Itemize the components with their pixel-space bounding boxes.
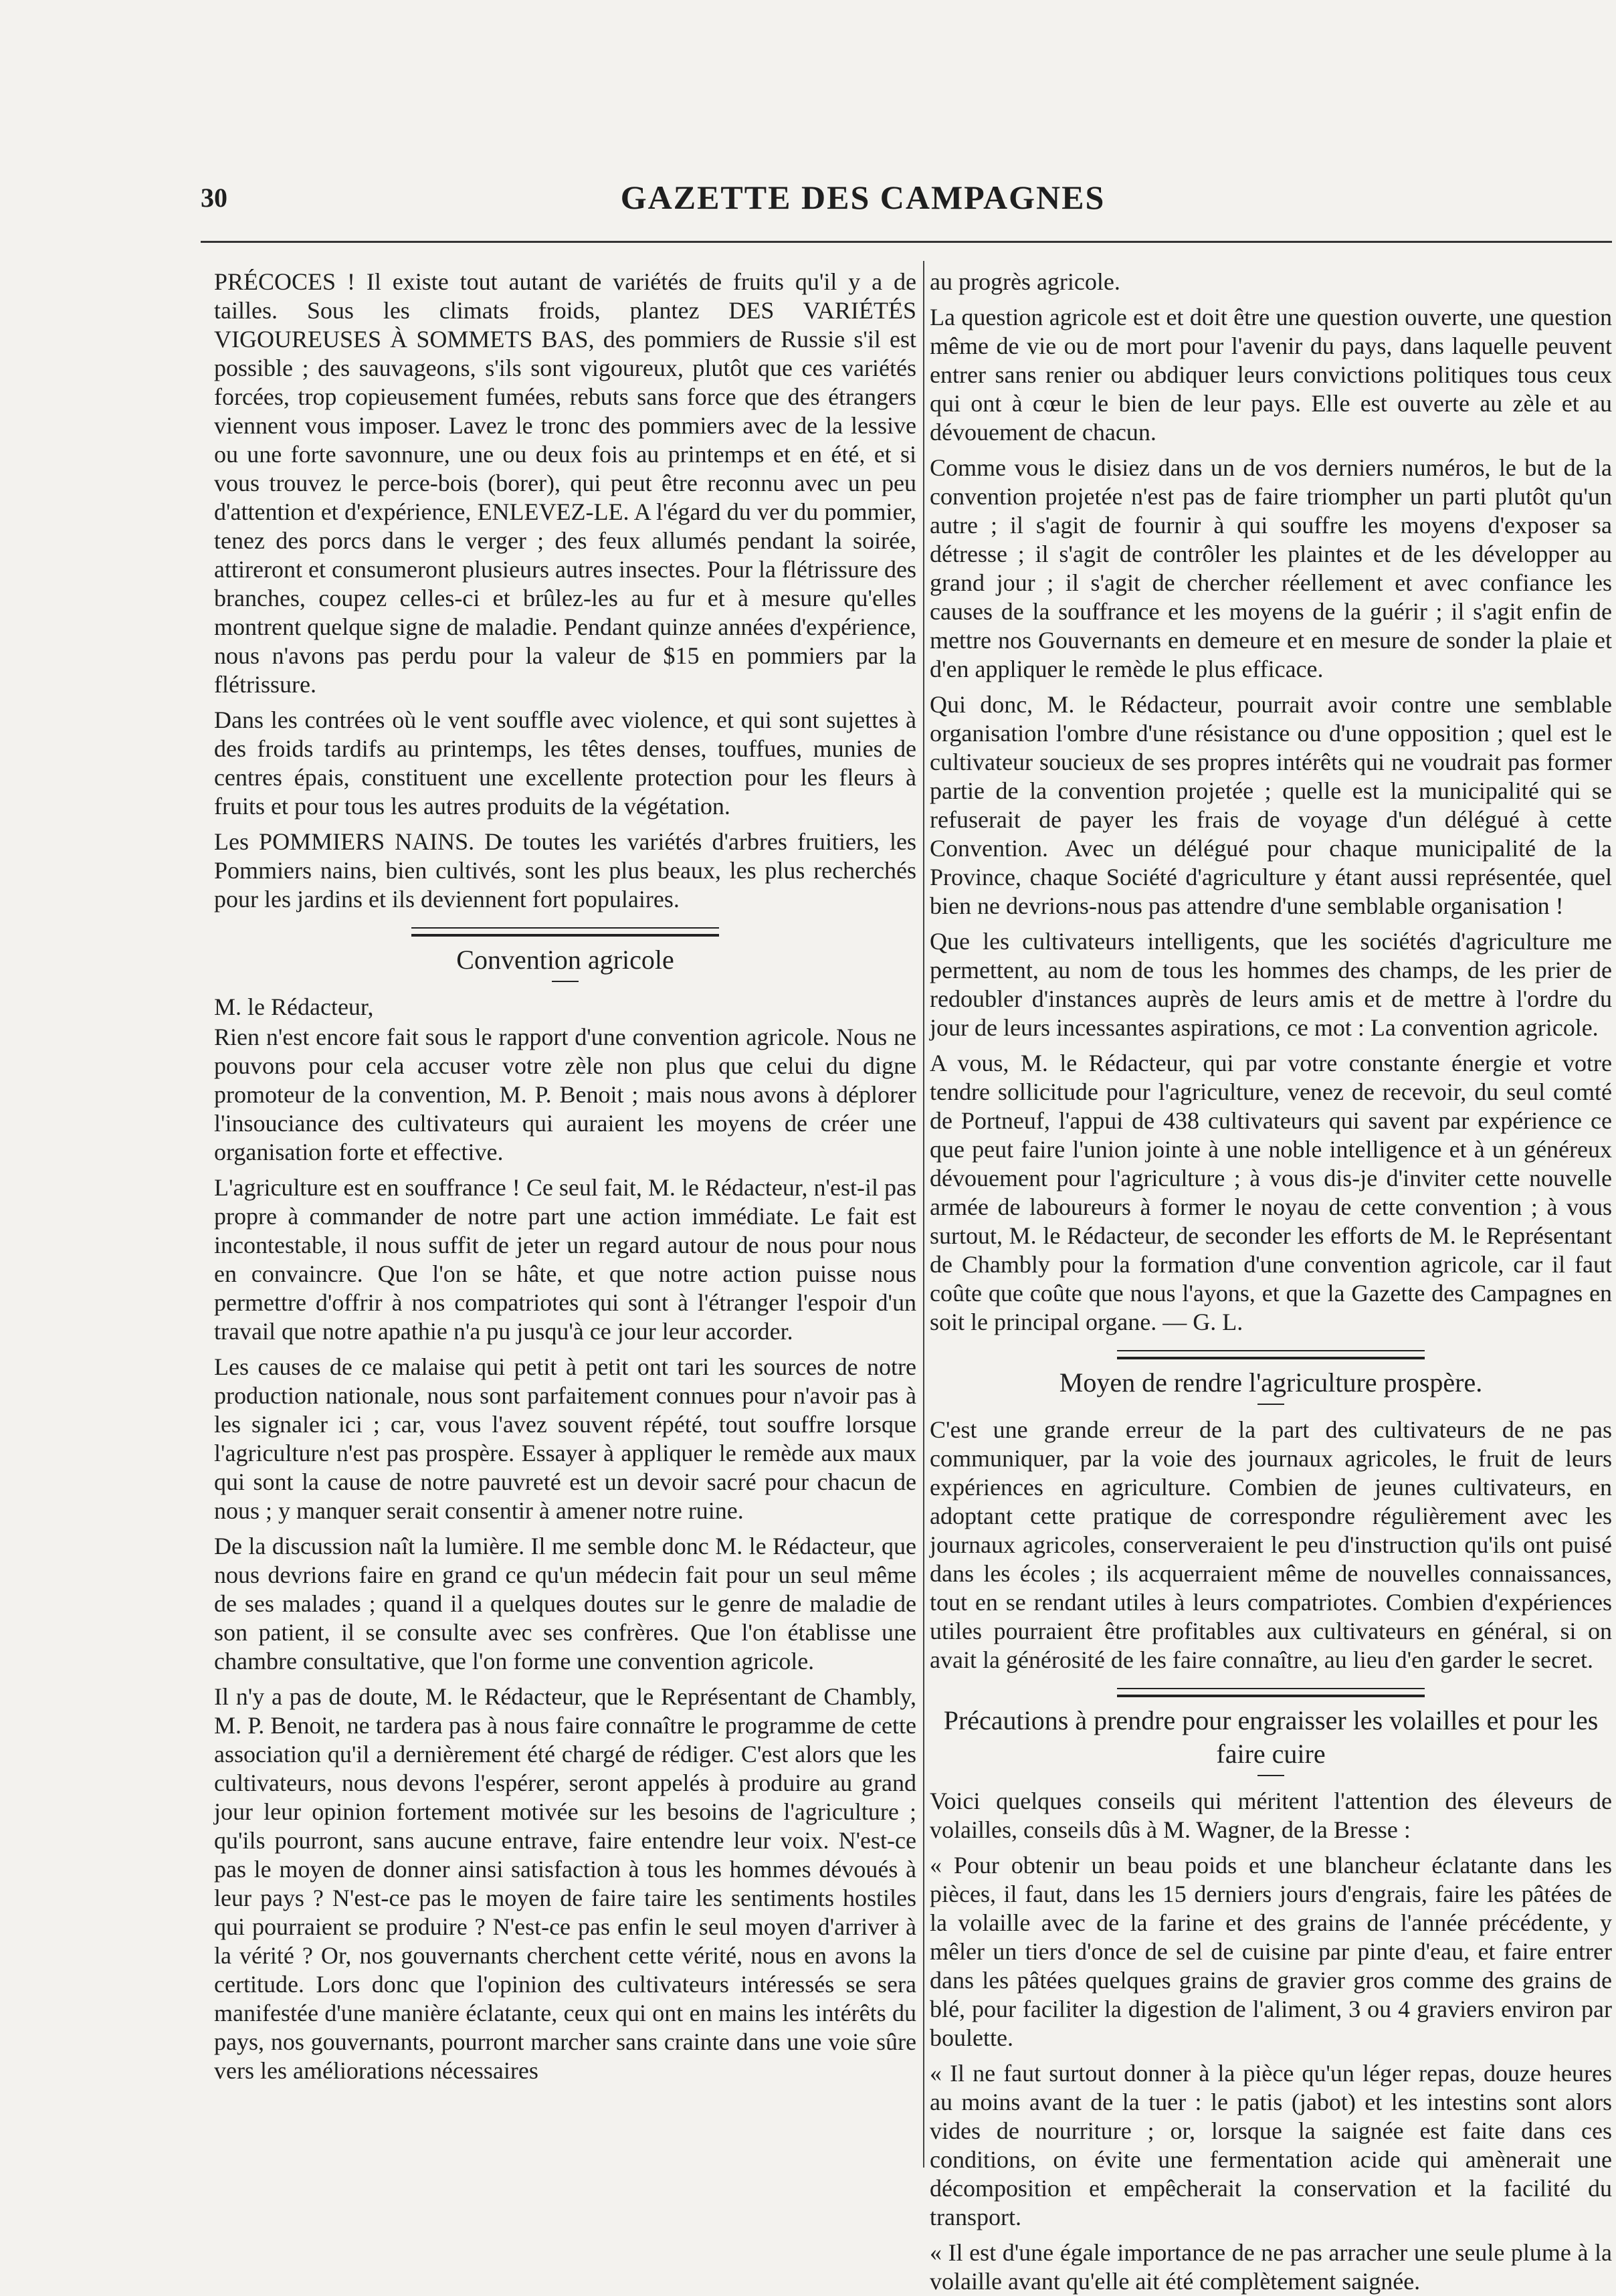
masthead-title: GAZETTE DES CAMPAGNES <box>620 179 1106 216</box>
section-heading: Convention agricole <box>456 945 674 975</box>
right-column <box>930 268 1612 2295</box>
article-paragraph: De la discussion naît la lumière. Il me semble donc M. le Rédacteur, que nous devrions faire en grand ce qu'un médecin fait pour un seul même de ses malades ; quand il a quelques doutes sur le genre de maladie de son patient, il se consulte avec ses confrères. Que l'on établisse une chambre consultative, que l'on forme une convention agricole. <box>214 1533 916 1675</box>
section-heading: Précautions à prendre pour engraisser les volailles et pour les faire cuire <box>943 1705 1599 1769</box>
article-paragraph: Comme vous le disiez dans un de vos derniers numéros, le but de la convention projetée n'est pas de faire triompher un parti plutôt qu'un autre ; il s'agit de fournir à qui souffre les moyens d'exposer sa détresse ; il s'agit de contrôler les plaintes et de les développer au grand jour ; il s'agit de chercher réellement et avec confiance les causes de la souffrance et les moyens de la guérir ; il s'agit enfin de mettre nos Gouvernants en demeure et en mesure de sonder la plaie et d'en appliquer le remède le plus efficace. <box>930 454 1612 682</box>
heading-dash <box>1257 1775 1284 1776</box>
section-heading: Moyen de rendre l'agriculture prospère. <box>1059 1367 1483 1398</box>
article-paragraph: Il n'y a pas de doute, M. le Rédacteur, que le Représentant de Chambly, M. P. Benoit, ne tardera pas à nous faire connaître le programme de cette association qu'il a dernièrement été chargé de rédiger. C'est alors que les cultivateurs, nous devons l'espérer, seront appelés à produire au grand jour leur opinion fortement motivée sur les besoins de l'agriculture ; qu'ils pourront, sans aucune entrave, faire entendre leur voix. N'est-ce pas le moyen de donner ainsi satisfaction à tous les hommes dévoués à leur pays ? N'est-ce pas le moyen de faire taire les sentiments hostiles qui pourraient se produire ? N'est-ce pas enfin le seul moyen d'arriver à la vérité ? Or, nos gouvernants cherchent cette vérité, nous en avons la certitude. Lors donc que l'opinion des cultivateurs intéressés se sera manifestée d'une manière éclatante, ceux qui ont en mains les intérêts du pays, nos gouvernants, pourront marcher sans crainte dans une voie sûre vers les améliorations nécessaires <box>214 1683 916 2084</box>
article-paragraph: Les causes de ce malaise qui petit à petit ont tari les sources de notre production nationale, nous sont parfaitement connues pour n'avoir pas à les signaler ici ; car, vous l'avez souvent répété, tout souffre lorsque l'agriculture n'est pas prospère. Essayer à appliquer le remède aux maux qui sont la cause de notre pauvreté est un devoir sacré pour chacun de nous ; y manquer serait consentir à amener notre ruine. <box>214 1353 916 1524</box>
article-paragraph: Les POMMIERS NAINS. De toutes les variétés d'arbres fruitiers, les Pommiers nains, bien cultivés, sont les plus beaux, les plus recherchés pour les jardins et ils deviennent fort populaires. <box>214 828 916 913</box>
article-paragraph: Que les cultivateurs intelligents, que les sociétés d'agriculture me permettent, au nom de tous les hommes des champs, de les prier de redoubler d'instances auprès de leurs amis et de mettre à l'ordre du jour de leurs incessantes aspirations, ce mot : La convention agricole. <box>930 928 1612 1041</box>
article-paragraph: Qui donc, M. le Rédacteur, pourrait avoir contre une semblable organisation l'ombre d'une résistance ou d'une opposition ; quel est le cultivateur soucieux de ses propres intérêts qui ne voudrait pas former partie de la convention projetée ; quelle est la municipalité qui se refuserait de payer les frais de voyage d'un délégué à cette Convention. Avec un délégué pour chaque municipalité de la Province, chaque Société d'agriculture y étant aussi représentée, quel bien ne devrions-nous pas attendre d'une semblable organisation ! <box>930 691 1612 919</box>
article-paragraph: Rien n'est encore fait sous le rapport d'une convention agricole. Nous ne pouvons pour cela accuser votre zèle non plus que celui du digne promoteur de la convention, M. P. Benoit ; mais nous avons à déplorer l'insouciance des cultivateurs qui auraient les moyens de créer une organisation forte et effective. <box>214 1024 916 1165</box>
left-column <box>214 268 916 2161</box>
section-divider <box>1117 1688 1425 1697</box>
heading-dash <box>1257 1404 1284 1405</box>
article-paragraph: Voici quelques conseils qui méritent l'attention des éleveurs de volailles, conseils dûs à M. Wagner, de la Bresse : <box>930 1788 1612 1843</box>
article-paragraph: Dans les contrées où le vent souffle avec violence, et qui sont sujettes à des froids tardifs au printemps, les têtes denses, touffues, munies de centres épais, constituent une excellente protection pour les fleurs à fruits et pour tous les autres produits de la végétation. <box>214 706 916 820</box>
article-paragraph: C'est une grande erreur de la part des cultivateurs de ne pas communiquer, par la voie des journaux agricoles, le fruit de leurs expériences en agriculture. Combien de jeunes cultivateurs, en adoptant cette pratique de correspondre régulièrement avec les journaux agricoles, conserveraient le peu d'instruction qu'ils ont puisé dans les écoles ; ils acquerraient même de nouvelles connaissances, tout en se rendant utiles à leurs compatriotes. Combien d'expériences utiles pourraient être profitables aux cultivateurs en général, si on avait la générosité de les faire connaître, au lieu d'en garder le secret. <box>930 1416 1612 1673</box>
article-paragraph: PRÉCOCES ! Il existe tout autant de variétés de fruits qu'il y a de tailles. Sous les climats froids, plantez DES VARIÉTÉS VIGOUREUSES À SOMMETS BAS, des pommiers de Russie s'il est possible ; des sauvageons, s'ils sont vigoureux, plutôt que ces variétés forcées, trop copieusement fumées, rebuts sans force que des étrangers viennent vous imposer. Lavez le tronc des pommiers avec de la lessive ou une forte savonnure, une ou deux fois au printemps et en été, et si vous trouvez le perce-bois (borer), qui peut être reconnu avec un peu d'attention et d'expérience, ENLEVEZ-LE. A l'égard du ver du pommier, tenez des porcs dans le verger ; des feux allumés pendant la soirée, attireront et consumeront plusieurs autres insectes. Pour la flétrissure des branches, coupez celles-ci et brûlez-les au fur et à mesure qu'elles montrent quelque signe de maladie. Pendant quinze années d'expérience, nous n'avons pas perdu pour la valeur de $15 en pommiers par la flétrissure. <box>214 268 916 698</box>
article-paragraph: « Pour obtenir un beau poids et une blancheur éclatante dans les pièces, il faut, dans les 15 derniers jours d'engrais, faire les pâtées de la volaille avec de la farine et des grains de l'année précédente, y mêler un tiers d'once de sel de cuisine par pinte d'eau, et faire entrer dans les pâtées quelques grains de gravier gros comme des grains de blé, pour faciliter la digestion de l'aliment, 3 ou 4 graviers environ par boulette. <box>930 1852 1612 2051</box>
article-paragraph: au progrès agricole. <box>930 268 1120 295</box>
page-header <box>201 175 1612 229</box>
page-number: 30 <box>201 183 227 213</box>
article-paragraph: « Il est d'une égale importance de ne pas arracher une seule plume à la volaille avant qu'elle ait été complètement saignée. <box>930 2239 1612 2295</box>
column-divider <box>923 261 924 2168</box>
article-paragraph: « Il ne faut surtout donner à la pièce qu'un léger repas, douze heures au moins avant de la tuer : le patis (jabot) et les intestins sont alors vides de nourriture ; or, lorsque la saignée est faite dans ces conditions, on évite une fermentation acide qui amènerait une décomposition et empêcherait la conservation et la facilité du transport. <box>930 2060 1612 2230</box>
article-paragraph: A vous, M. le Rédacteur, qui par votre constante énergie et votre tendre sollicitude pour l'agriculture, venez de recevoir, du seul comté de Portneuf, l'appui de 438 cultivateurs qui savent par expérience ce que peut faire l'union jointe à une noble intelligence et à un généreux dévouement pour l'agriculture ; à vous dis-je d'inviter cette nouvelle armée de laboureurs à former le noyau de cette convention ; à vous surtout, M. le Rédacteur, de seconder les efforts de M. le Représentant de Chambly pour la formation d'une convention agricole, car il faut coûte que coûte que nous l'ayons, et que la Gazette des Campagnes en soit le principal organe. — G. L. <box>930 1050 1612 1335</box>
article-paragraph: La question agricole est et doit être une question ouverte, une question même de vie ou de mort pour l'avenir du pays, dans laquelle peuvent entrer sans renier ou abdiquer leurs convictions politiques tous ceux qui ont à cœur le bien de leur pays. Elle est ouverte au zèle et au dévouement de chacun. <box>930 304 1612 446</box>
header-rule <box>201 241 1612 243</box>
article-paragraph: L'agriculture est en souffrance ! Ce seul fait, M. le Rédacteur, n'est-il pas propre à commander de notre part une action immédiate. Le fait est incontestable, il nous suffit de jeter un regard autour de nous pour nous en convaincre. Que l'on se hâte, et que notre action puisse nous permettre d'offrir à nos compatriotes qui sont à l'étranger l'espoir d'un travail que notre apathie n'a pu jusqu'à ce jour leur accorder. <box>214 1174 916 1345</box>
heading-dash <box>552 981 579 982</box>
section-divider <box>1117 1350 1425 1359</box>
section-divider <box>411 927 719 937</box>
letter-salutation: M. le Rédacteur, <box>214 993 374 1020</box>
